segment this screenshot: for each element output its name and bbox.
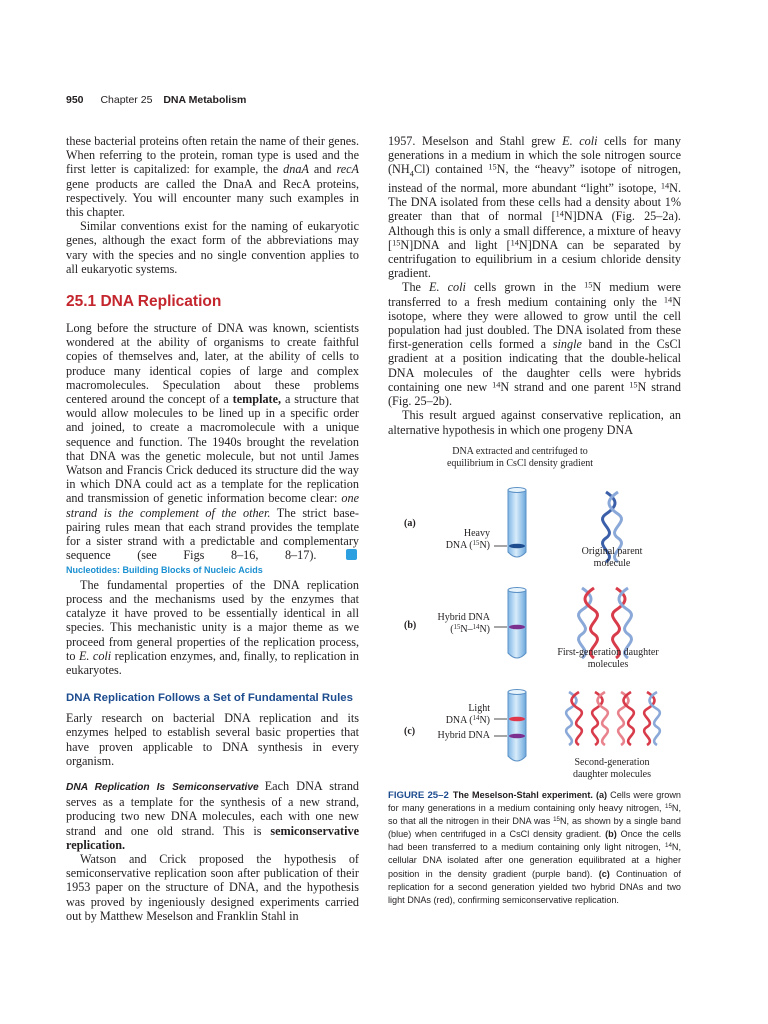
band-hybrid (509, 625, 525, 630)
label-first-generation: First-generation daughter molecules (557, 647, 659, 670)
figure-title: DNA extracted and centrifuged to equilibrium in CsCl density gradient (446, 446, 594, 469)
section-heading: 25.1 DNA Replication (66, 293, 222, 311)
media-link-nucleotides[interactable]: Nucleotides: Building Blocks of Nucleic Acids (66, 565, 263, 576)
figure-part-c: (c) (404, 726, 416, 737)
chapter-title: DNA Metabolism (163, 94, 247, 106)
helix-second-gen-3 (618, 692, 634, 745)
paragraph: Watson and Crick proposed the hypothesis of semiconservative replication soon after publication of their 1953 paper on the structure of DNA, and the hypothesis was proved by ingeniously designed experiments carried out by Matthew Meselson and Franklin Stahl in (66, 851, 359, 923)
figure-part-a: (a) (404, 518, 416, 529)
label-second-generation: Second-generation daughter molecules (572, 757, 652, 780)
figure-number: FIGURE 25–2 (388, 790, 449, 801)
caption-part-a: (a) (595, 790, 608, 800)
helix-second-gen-4 (644, 692, 660, 745)
runin-heading: DNA Replication Is Semiconservative (66, 781, 259, 793)
chapter-label: Chapter 25 (100, 94, 153, 106)
tube-a (494, 488, 526, 558)
paragraph: DNA Replication Is Semiconservative Each DNA strand serves as a template for the synthesis of a new strand, producing two new DNA molecules, each with one new strand and one old strand. This is semiconservative replication. (66, 778, 360, 852)
helix-second-gen-2 (592, 692, 608, 745)
left-column (66, 134, 359, 923)
right-column (388, 134, 681, 437)
figure-25-2 (390, 440, 690, 785)
paragraph: The E. coli cells grown in the $^{15}$N medium were transferred to a fresh medium containing only the $^{14}$N isotope, where they were allowed to grow until the cell population had just doubled. The DNA isolated from these first-generation cells formed a single band in the CsCl gradient at a position indicating that the double-helical DNA molecules of the daughter cells were hybrids containing one new $^{14}$N strand and one parent $^{15}$N strand (Fig. 25–2b). (388, 280, 682, 409)
band-light (509, 717, 525, 722)
figure-title-caption: The Meselson-Stahl experiment. (452, 790, 593, 800)
label-original-parent: Original parent molecule (581, 546, 643, 569)
label-light-dna: Light DNA ($^{14}$N) (445, 703, 490, 726)
figure-part-b: (b) (404, 620, 417, 631)
paragraph: Long before the structure of DNA was known, scientists wondered at the ability of organisms to create faithful copies of themselves and, later, at the ability of cells to produce many identical copies of large and complex macromolecules. Speculation about these problems centered around the concept of a template, a structure that would allow molecules to be lined up in a specific order and joined, to create a macromolecule with a unique sequence and function. The 1940s brought the revelation that DNA was the genetic molecule, but not until James Watson and Francis Crick deduced its structure did the way in which DNA could act as a template for the replication and transmission of genetic information become clear: one strand is the complement of the other. The strict base-pairing rules mean that each strand provides the template for a sister strand with a predictable and complementary sequence (see Figs 8–16, 8–17). Nucleotides: Building Blocks of Nucleic Acids (66, 321, 360, 576)
page-number: 950 (66, 94, 84, 106)
running-head (66, 94, 246, 106)
helix-second-gen-1 (566, 692, 582, 745)
caption-part-c: (c) (598, 868, 610, 879)
label-hybrid-dna-b: Hybrid DNA ($^{15}$N–$^{14}$N) (437, 612, 490, 635)
tube-b (494, 588, 526, 659)
band-heavy (509, 544, 525, 549)
paragraph: Similar conventions exist for the naming of eukaryotic genes, although the exact form of the abbreviations may vary with the species and no single convention applies to all eukaryotic systems. (66, 219, 359, 276)
label-heavy-dna: Heavy DNA ($^{15}$N) (445, 528, 490, 551)
tube-c (494, 690, 526, 762)
paragraph: 1957. Meselson and Stahl grew E. coli cells for many generations in a medium in which the sole nitrogen source $(NH_4Cl)$ contained $^{15}$N, the “heavy” isotope of nitrogen, instead of the normal, more abundant “light” isotope, $^{14}$N. The DNA isolated from these cells had a density about 1% greater than that of normal [$^{14}$N]DNA (Fig. 25–2a). Although this is only a small difference, a mixture of heavy [$^{15}$N]DNA and light [$^{14}$N]DNA can be separated by centrifugation to equilibrium in a cesium chloride density gradient. (388, 134, 681, 281)
label-hybrid-dna-c: Hybrid DNA (437, 730, 490, 741)
subsection-heading: DNA Replication Follows a Set of Fundamental Rules (66, 692, 353, 705)
paragraph: This result argued against conservative replication, an alternative hypothesis in which one progeny DNA (388, 408, 681, 437)
media-link-icon[interactable] (346, 549, 357, 560)
paragraph: The fundamental properties of the DNA replication process and the mechanisms used by the enzymes that catalyze it have proved to be essentially identical in all species. This mechanistic unity is a major theme as we proceed from general properties of the replication process, to E. coli replication enzymes, and, finally, to replication in eukaryotes. (66, 577, 359, 677)
band-hybrid-c (509, 734, 525, 739)
paragraph: Early research on bacterial DNA replication and its enzymes helped to establish several basic properties that have proven applicable to DNA synthesis in every organism. (66, 711, 359, 768)
figure-caption: FIGURE 25–2 The Meselson-Stahl experiment. (a) Cells were grown for many generations in a medium containing only heavy nitrogen, $^{15}$N, so that all the nitrogen in their DNA was $^{15}$N, as shown by a single band (blue) when centrifuged in a CsCl density gradient. (b) Once the cells had been transferred to a medium containing only light nitrogen, $^{14}$N, cellular DNA isolated after one generation equilibrated at a higher position in the density gradient (purple band). (c) Continuation of replication for a second generation yielded two hybrid DNAs and two light DNAs (red), confirming semiconservative replication. (388, 790, 681, 905)
paragraph: these bacterial proteins often retain the name of their genes. When referring to the protein, roman type is used and the first letter is capitalized: for example, the dnaA and recA gene products are called the DnaA and RecA proteins, respectively. You will encounter many such examples in this chapter. (66, 134, 359, 220)
caption-part-b: (b) (605, 829, 617, 840)
